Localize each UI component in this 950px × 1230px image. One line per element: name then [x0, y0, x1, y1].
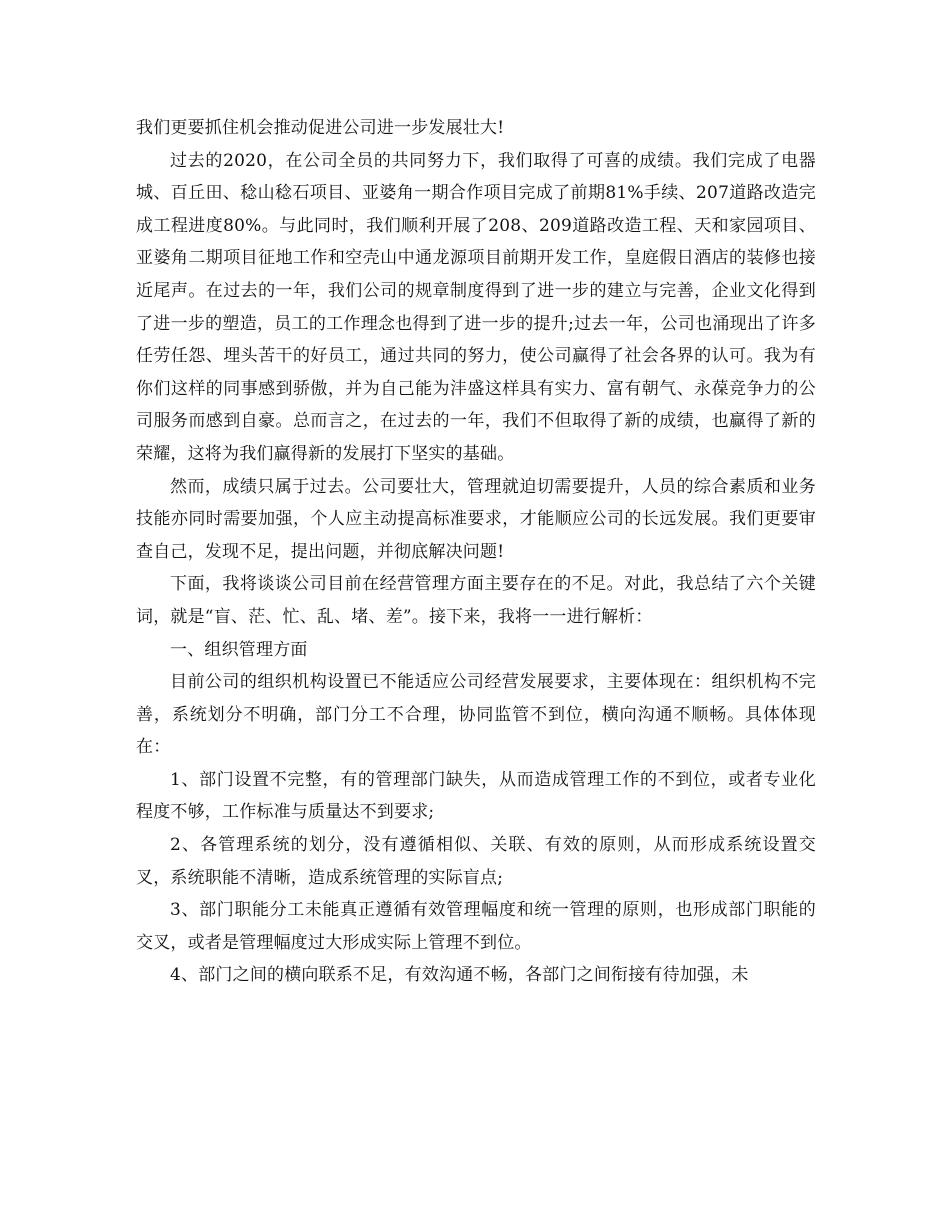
paragraph-achievements: 过去的2020，在公司全员的共同努力下，我们取得了可喜的成绩。我们完成了电器城、百丘田、稔山稔石项目、亚婆角一期合作项目完成了前期81%手续、207道路改造完成工程进度80%。与此同时，我们顺利开展了208、209道路改造工程、天和家园项目、亚婆角二期项目征地工作和空壳山中通龙源项目前期开发工作，皇庭假日酒店的装修也接近尾声。在过去的一年，我们公司的规章制度得到了进一步的建立与完善，企业文化得到了进一步的塑造，员工的工作理念也得到了进一步的提升;过去一年，公司也涌现出了许多任劳任怨、埋头苦干的好员工，通过共同的努力，使公司赢得了社会各界的认可。我为有你们这样的同事感到骄傲，并为自己能为沣盛这样具有实力、富有朝气、永葆竞争力的公司服务而感到自豪。总而言之，在过去的一年，我们不但取得了新的成绩，也赢得了新的荣耀，这将为我们赢得新的发展打下坚实的基础。 — [136, 150, 816, 464]
document-body — [136, 112, 816, 992]
paragraph-keywords: 下面，我将谈谈公司目前在经营管理方面主要存在的不足。对此，我总结了六个关键词，就是“盲、茫、忙、乱、堵、差”。接下来，我将一一进行解析： — [136, 574, 816, 627]
list-item-1: 1、部门设置不完整，有的管理部门缺失，从而造成管理工作的不到位，或者专业化程度不够，工作标准与质量达不到要求; — [136, 769, 816, 823]
paragraph-improvement: 然而，成绩只属于过去。公司要壮大，管理就迫切需要提升，人员的综合素质和业务技能亦同时需要加强，个人应主动提高标准要求，才能顺应公司的长远发展。我们更要审查自己，发现不足，提出问题，并彻底解决问题! — [136, 476, 816, 562]
list-item-2: 2、各管理系统的划分，没有遵循相似、关联、有效的原则，从而形成系统设置交叉，系统职能不清晰，造成系统管理的实际盲点; — [136, 835, 816, 888]
paragraph-organization-overview: 目前公司的组织机构设置已不能适应公司经营发展要求，主要体现在：组织机构不完善，系统划分不明确，部门分工不合理，协同监管不到位，横向沟通不顺畅。具体体现在： — [136, 672, 816, 758]
list-item-4: 4、部门之间的横向联系不足，有效沟通不畅，各部门之间衔接有待加强，未 — [170, 965, 749, 986]
list-item-3: 3、部门职能分工未能真正遵循有效管理幅度和统一管理的原则，也形成部门职能的交叉，或者是管理幅度过大形成实际上管理不到位。 — [136, 900, 816, 953]
paragraph-continuation: 我们更要抓住机会推动促进公司进一步发展壮大! — [136, 118, 505, 138]
section-heading-organization: 一、组织管理方面 — [170, 639, 308, 660]
